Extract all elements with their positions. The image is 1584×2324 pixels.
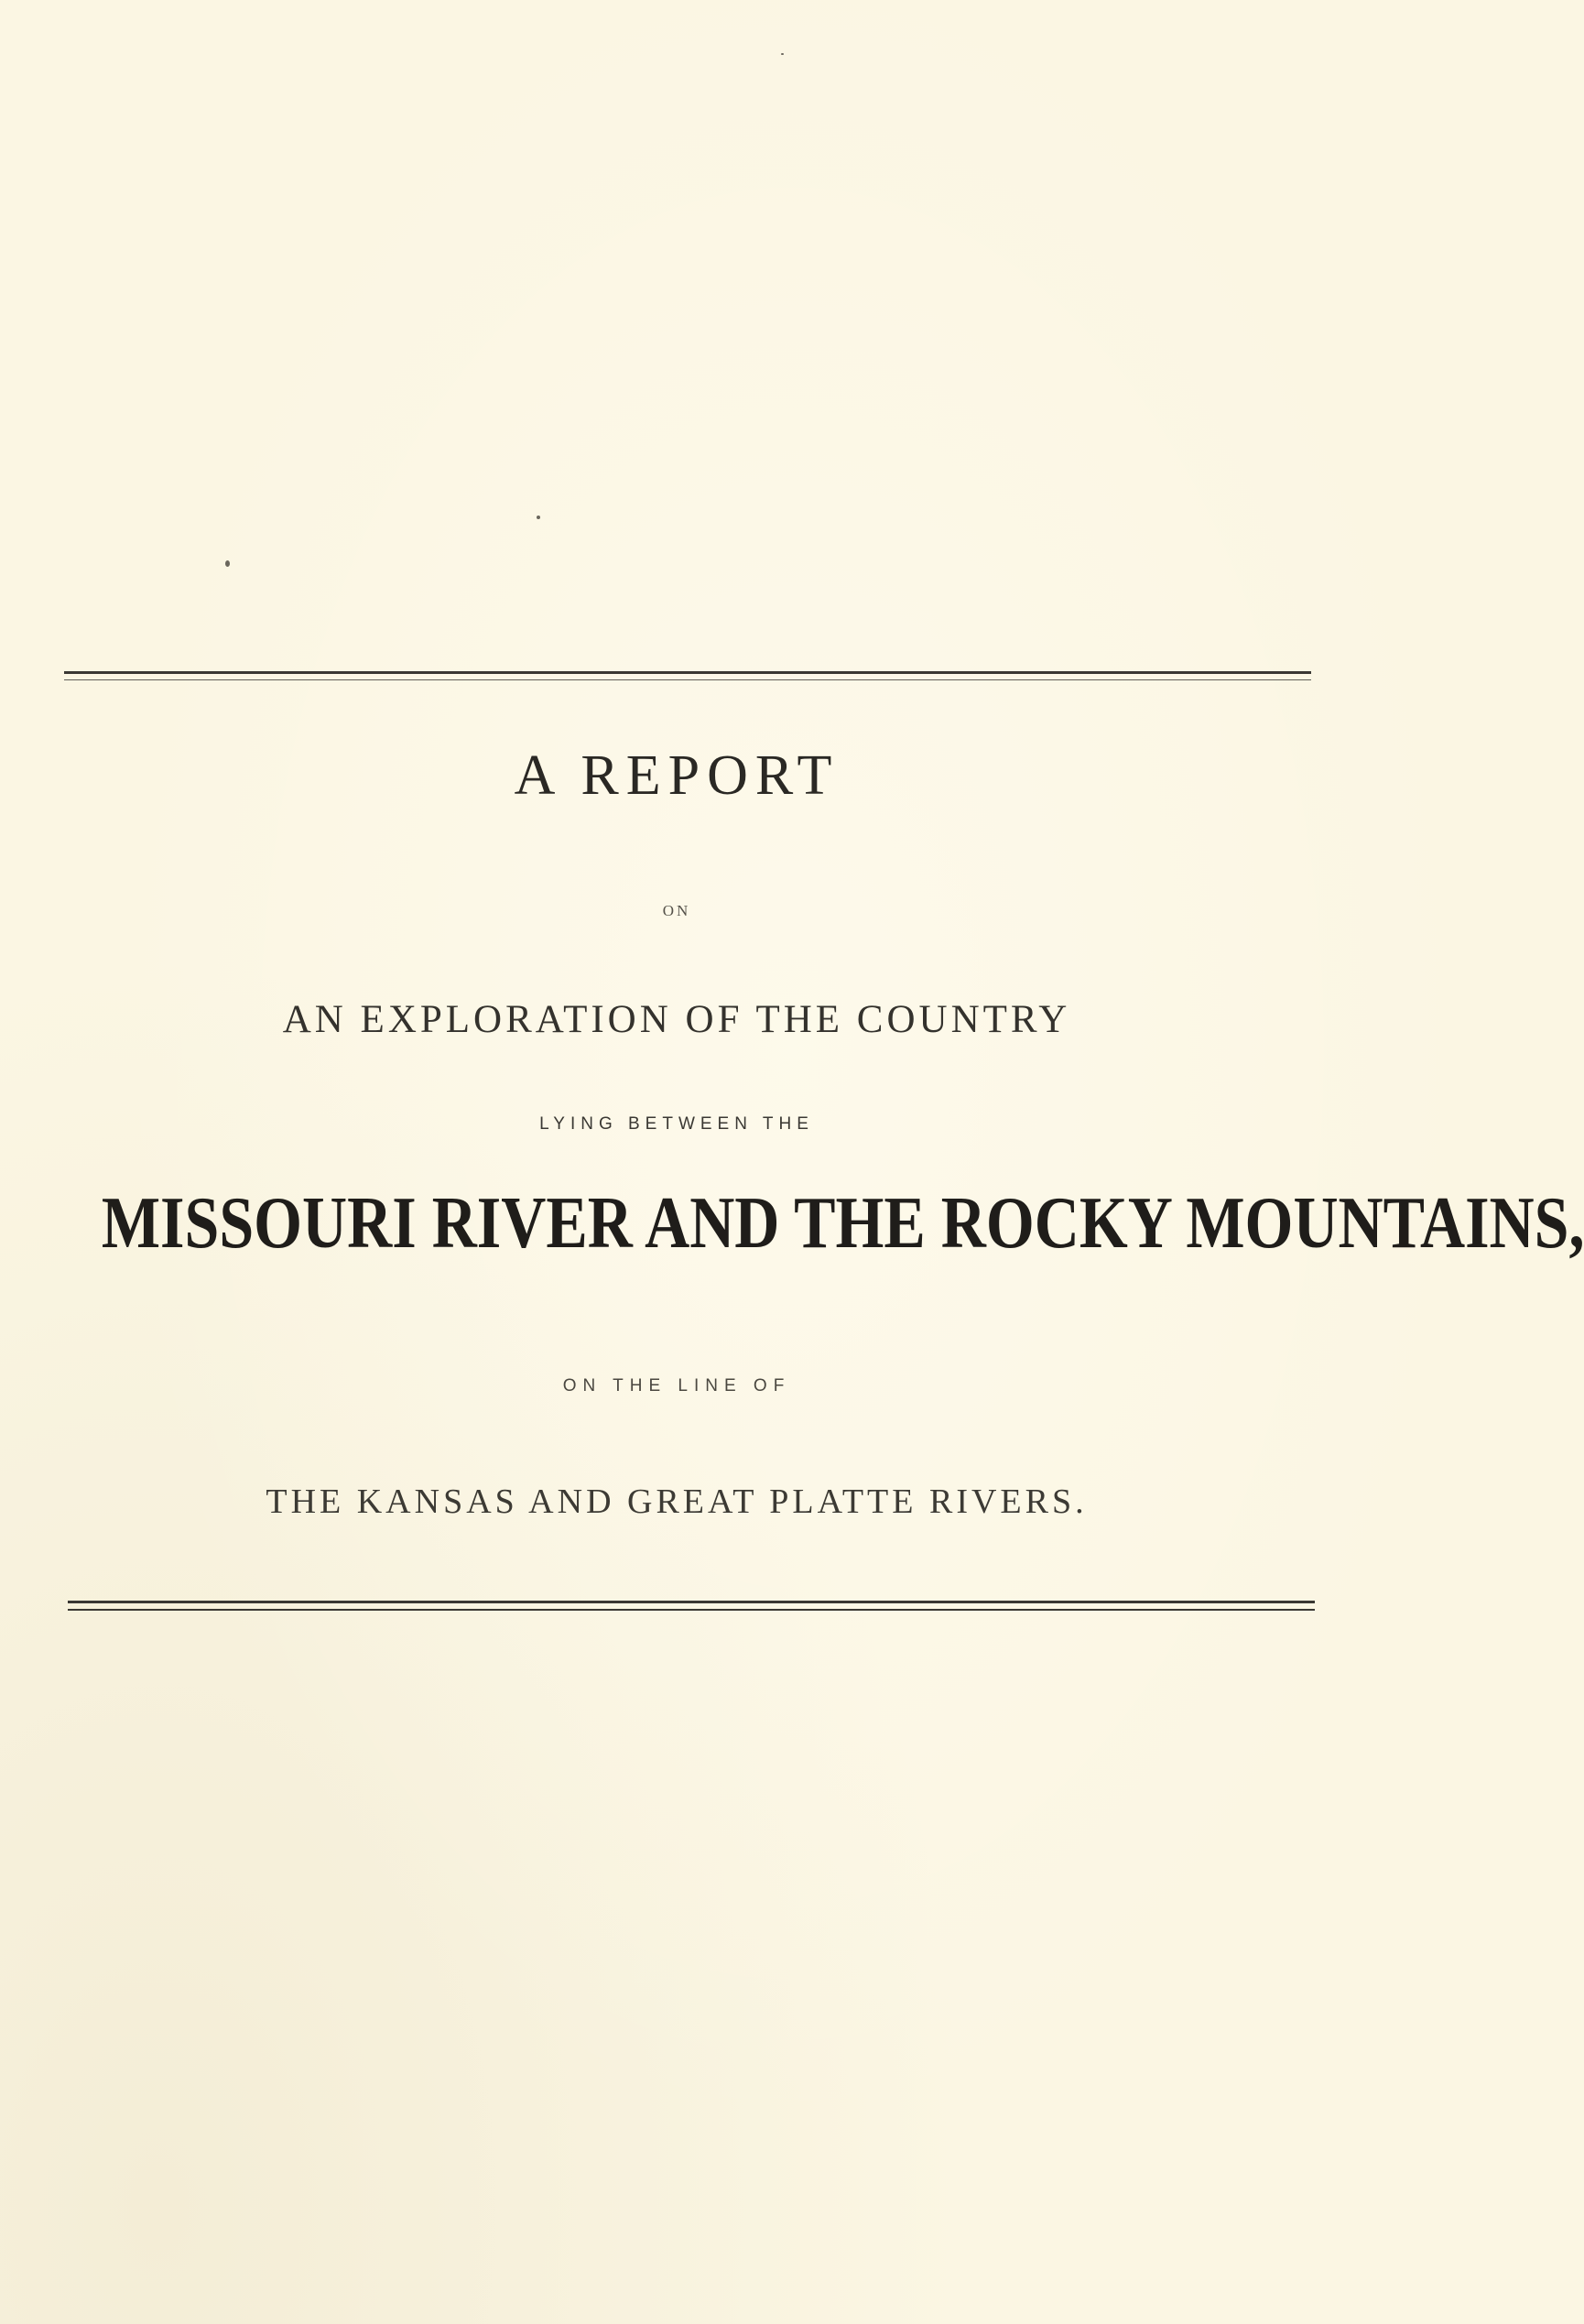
exploration-subtitle: AN EXPLORATION OF THE COUNTRY [282, 998, 1071, 1041]
main-region-heading: MISSOURI RIVER AND THE ROCKY MOUNTAINS, [101, 1183, 1584, 1264]
paper-speck [537, 516, 540, 519]
connector-lying-between: LYING BETWEEN THE [539, 1114, 814, 1134]
bottom-rule-thick [68, 1601, 1315, 1603]
bottom-rule-thin [68, 1609, 1315, 1611]
rivers-line: THE KANSAS AND GREAT PLATTE RIVERS. [266, 1482, 1088, 1521]
paper-speck [225, 560, 230, 567]
connector-on-the-line-of: ON THE LINE OF [562, 1376, 791, 1395]
paper-speck [781, 53, 784, 55]
connector-on: ON [662, 902, 691, 919]
top-rule-thin [64, 679, 1311, 680]
report-title: A REPORT [514, 744, 840, 807]
top-rule-thick [64, 671, 1311, 674]
